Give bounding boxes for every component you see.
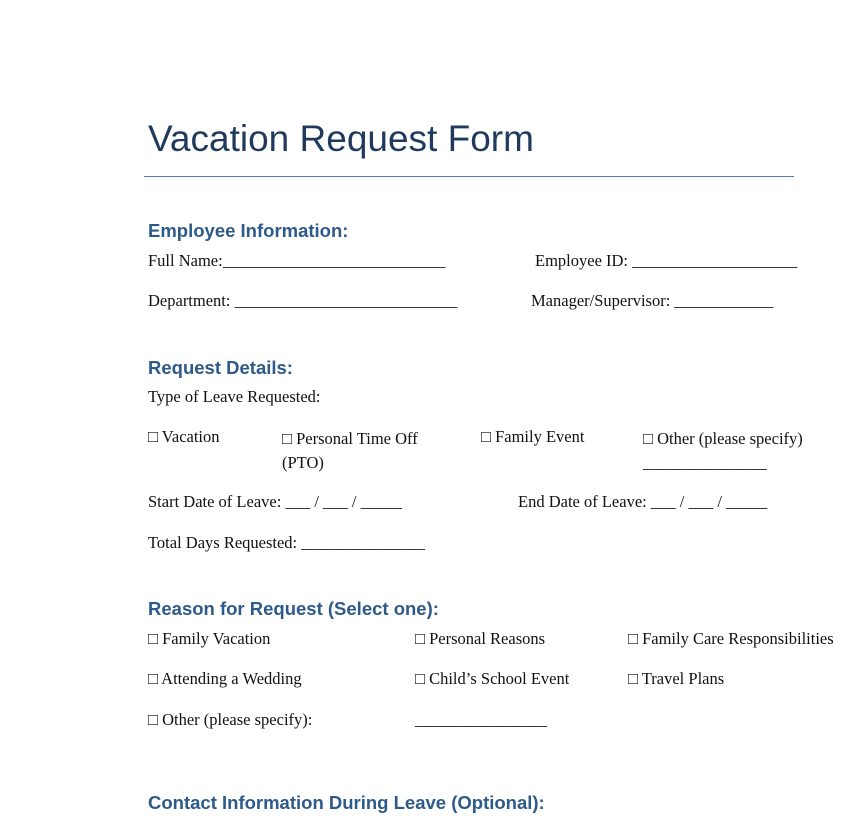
employee-information-heading: Employee Information: bbox=[148, 220, 349, 241]
employee-id-field[interactable]: Employee ID: ____________________ bbox=[535, 251, 798, 270]
reason-option-family-care[interactable]: □ Family Care Responsibilities bbox=[628, 629, 834, 648]
reason-option-wedding[interactable]: □ Attending a Wedding bbox=[148, 669, 302, 688]
reason-other-specify-blank[interactable]: ________________ bbox=[415, 710, 547, 729]
leave-option-family-event[interactable]: □ Family Event bbox=[481, 427, 585, 446]
full-name-field[interactable]: Full Name:___________________________ bbox=[148, 251, 446, 270]
title-divider bbox=[144, 176, 794, 177]
reason-option-travel[interactable]: □ Travel Plans bbox=[628, 669, 725, 688]
department-field[interactable]: Department: ___________________________ bbox=[148, 291, 458, 310]
manager-supervisor-field[interactable]: Manager/Supervisor: ____________ bbox=[531, 291, 774, 310]
request-details-heading: Request Details: bbox=[148, 357, 293, 378]
page-title: Vacation Request Form bbox=[148, 118, 534, 159]
leave-option-pto[interactable]: □ Personal Time Off (PTO) bbox=[282, 429, 418, 472]
leave-type-label: Type of Leave Requested: bbox=[148, 387, 321, 406]
reason-option-personal[interactable]: □ Personal Reasons bbox=[415, 629, 546, 648]
reason-option-family-vacation[interactable]: □ Family Vacation bbox=[148, 629, 271, 648]
start-date-field[interactable]: Start Date of Leave: ___ / ___ / _____ bbox=[148, 492, 402, 511]
reason-option-school-event[interactable]: □ Child’s School Event bbox=[415, 669, 570, 688]
leave-option-other[interactable]: □ Other (please specify) _______________ bbox=[643, 429, 803, 472]
total-days-field[interactable]: Total Days Requested: _______________ bbox=[148, 533, 426, 552]
leave-option-vacation[interactable]: □ Vacation bbox=[148, 427, 220, 446]
reason-option-other[interactable]: □ Other (please specify): bbox=[148, 710, 313, 729]
reason-heading: Reason for Request (Select one): bbox=[148, 598, 439, 619]
end-date-field[interactable]: End Date of Leave: ___ / ___ / _____ bbox=[518, 492, 768, 511]
contact-information-heading: Contact Information During Leave (Optional): bbox=[148, 792, 545, 813]
